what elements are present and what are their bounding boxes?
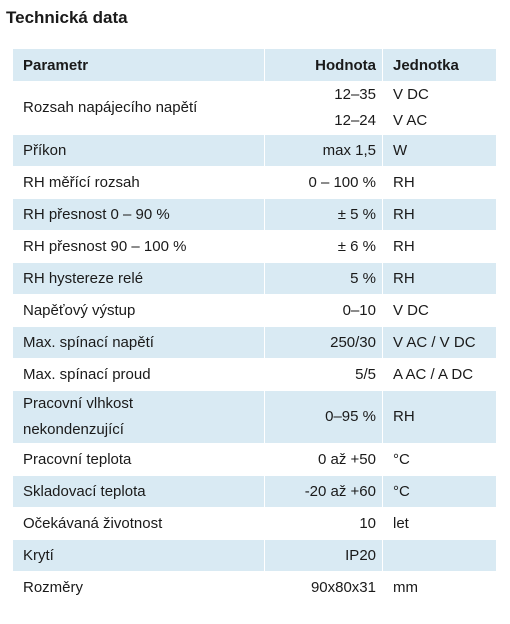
value-cell: 0 – 100 % <box>265 167 383 199</box>
value-cell: ± 5 % <box>265 199 383 231</box>
table-row <box>13 540 497 572</box>
section-title: Technická data <box>6 8 128 27</box>
table-row <box>13 263 497 295</box>
value-cell: ± 6 % <box>265 231 383 263</box>
value-line: 12–35 <box>334 86 376 103</box>
value-cell: 0–95 % <box>265 391 383 444</box>
technical-data-table <box>12 48 497 604</box>
unit-cell <box>383 82 497 135</box>
value-cell: 0 až +50 <box>265 444 383 476</box>
table-row <box>13 508 497 540</box>
unit-cell <box>383 540 497 572</box>
value-cell: IP20 <box>265 540 383 572</box>
value-cell: 90x80x31 <box>265 572 383 604</box>
param-cell: Napěťový výstup <box>13 295 265 327</box>
column-header-parameter: Parametr <box>13 49 265 82</box>
value-cell: 0–10 <box>265 295 383 327</box>
value-cell: 250/30 <box>265 327 383 359</box>
table-row <box>13 231 497 263</box>
value-cell <box>265 82 383 135</box>
unit-cell: °C <box>383 476 497 508</box>
unit-cell: °C <box>383 444 497 476</box>
param-cell: Očekávaná životnost <box>13 508 265 540</box>
unit-cell: mm <box>383 572 497 604</box>
column-header-unit: Jednotka <box>383 49 497 82</box>
param-cell: Skladovací teplota <box>13 476 265 508</box>
table-row <box>13 476 497 508</box>
table-row <box>13 295 497 327</box>
unit-cell: RH <box>383 167 497 199</box>
table-header-row <box>13 49 497 82</box>
unit-cell: V DC <box>383 295 497 327</box>
param-cell: RH měřící rozsah <box>13 167 265 199</box>
value-cell: 5/5 <box>265 359 383 391</box>
unit-cell: W <box>383 135 497 167</box>
unit-cell: V AC / V DC <box>383 327 497 359</box>
table-row <box>13 391 497 444</box>
param-cell: Příkon <box>13 135 265 167</box>
param-cell: Rozsah napájecího napětí <box>13 82 265 135</box>
param-cell: Pracovní teplota <box>13 444 265 476</box>
unit-line: V AC <box>393 112 428 129</box>
param-cell: Rozměry <box>13 572 265 604</box>
table-row <box>13 359 497 391</box>
value-cell: 5 % <box>265 263 383 295</box>
table-row <box>13 167 497 199</box>
unit-line: V DC <box>393 86 429 103</box>
param-cell: RH přesnost 0 – 90 % <box>13 199 265 231</box>
param-line: Pracovní vlhkost <box>23 395 134 412</box>
value-line: 12–24 <box>334 112 376 129</box>
table-row <box>13 327 497 359</box>
table-row <box>13 572 497 604</box>
value-cell: -20 až +60 <box>265 476 383 508</box>
value-cell: 10 <box>265 508 383 540</box>
param-cell: RH hystereze relé <box>13 263 265 295</box>
unit-cell: RH <box>383 199 497 231</box>
param-cell: Krytí <box>13 540 265 572</box>
param-cell: RH přesnost 90 – 100 % <box>13 231 265 263</box>
unit-cell: RH <box>383 391 497 444</box>
unit-cell: let <box>383 508 497 540</box>
column-header-value: Hodnota <box>265 49 383 82</box>
table-row <box>13 199 497 231</box>
param-cell: Max. spínací napětí <box>13 327 265 359</box>
unit-cell: A AC / A DC <box>383 359 497 391</box>
param-cell <box>13 391 265 444</box>
value-cell: max 1,5 <box>265 135 383 167</box>
unit-cell: RH <box>383 231 497 263</box>
table-row <box>13 82 497 135</box>
table-row <box>13 135 497 167</box>
unit-cell: RH <box>383 263 497 295</box>
param-cell: Max. spínací proud <box>13 359 265 391</box>
param-line: nekondenzující <box>23 421 124 438</box>
table-row <box>13 444 497 476</box>
